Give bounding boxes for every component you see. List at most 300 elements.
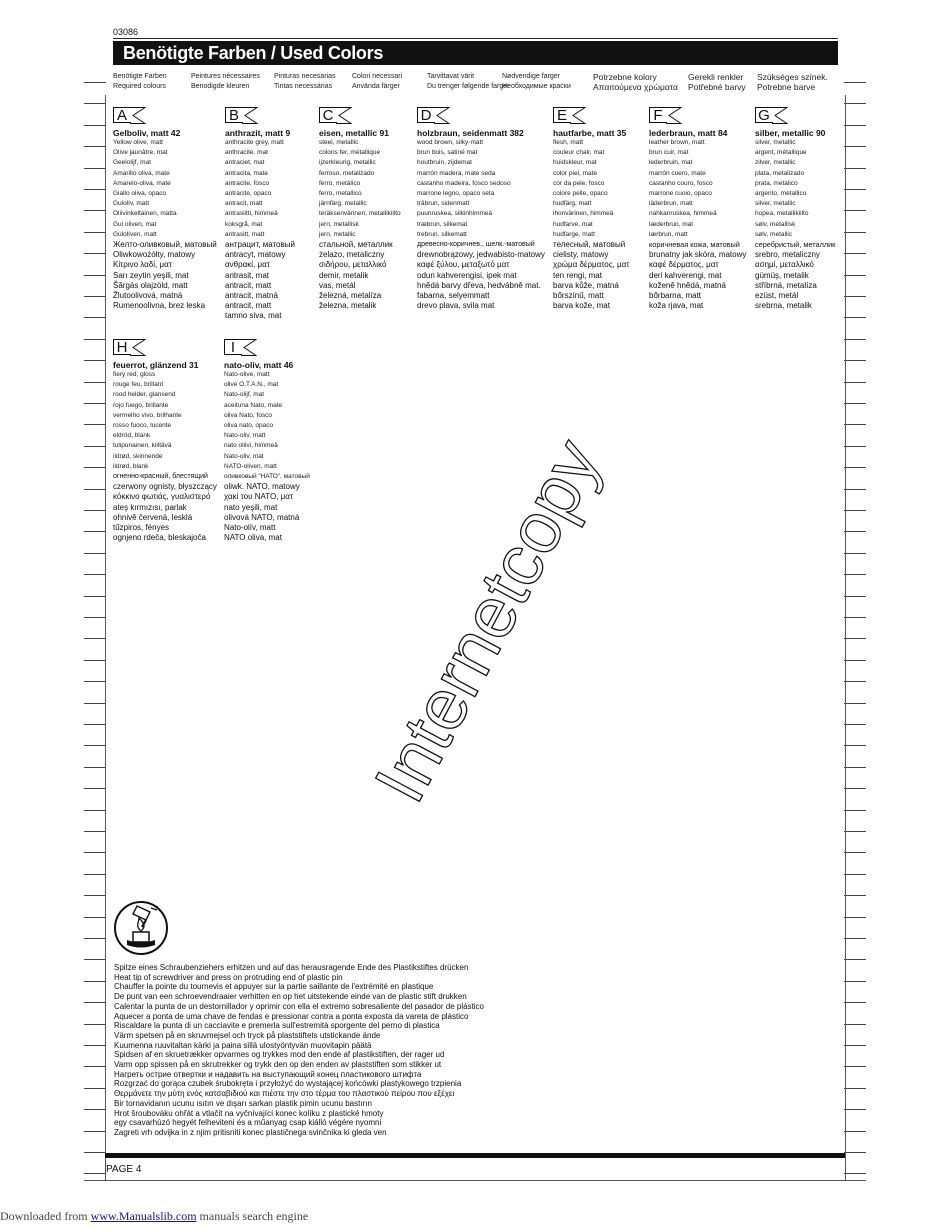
color-translation: trebrun, silkematt — [417, 230, 467, 238]
instruction-line: Varm opp spissen på en skrutrekker og trykk den op den enden av plaststiften som stikker ut — [114, 1060, 442, 1070]
color-translation: oliva Nato, fosco — [224, 411, 273, 419]
color-translation: srebro, metaliczny — [755, 250, 820, 260]
color-translation: Nato-olijf, mat — [224, 391, 265, 399]
color-translation: flesh, matt — [553, 139, 583, 146]
margin-tick — [84, 553, 106, 554]
color-translation: puunruskea, silkinhimmeä — [417, 210, 493, 218]
color-translation: χακί του NATO, ματ — [224, 492, 294, 502]
color-translation: železná, metalíza — [319, 291, 382, 301]
color-translation: marrone cuoio, opaco — [649, 190, 712, 198]
color-translation: träbrun, sidenmatt — [417, 200, 470, 208]
color-block-h — [113, 339, 217, 543]
color-translation: argent, métallique — [755, 149, 807, 157]
color-translation: fabarna, selyemmatt — [417, 291, 490, 301]
language-label: Απαιτούμενα χρώματα — [593, 82, 678, 92]
color-translation: antracit, matt — [225, 200, 263, 208]
color-translation: antrasiitti, himmeä — [225, 210, 278, 218]
color-translation: anthracite, mat — [225, 149, 268, 157]
margin-tick — [84, 446, 106, 447]
internetcopy-watermark: Internetcopy — [359, 427, 617, 815]
margin-tick — [844, 745, 866, 746]
footer-rule — [84, 1180, 866, 1181]
margin-tick — [844, 1173, 866, 1174]
color-translation: lærbrun, matt — [649, 230, 688, 238]
color-translation: marrón madera, mate seda — [417, 169, 496, 177]
color-translation: Žlutoolivová, matná — [113, 291, 183, 301]
margin-tick — [844, 852, 866, 853]
color-translation: argento, metallico — [755, 190, 807, 198]
color-translation: телесный, матовый — [553, 240, 626, 250]
margin-tick — [844, 1045, 866, 1046]
color-block-c — [319, 107, 401, 311]
color-translation: wood brown, silky-matt — [417, 139, 484, 146]
language-label: Potrzebne kolory — [593, 72, 657, 82]
margin-tick — [844, 510, 866, 511]
color-translation: deri kahverengi, mat — [649, 270, 722, 280]
language-label: Nødvendige farger — [502, 73, 560, 80]
color-translation: σιδήρου, μεταλλικό — [319, 260, 387, 270]
language-column — [502, 72, 571, 92]
language-column — [593, 72, 678, 92]
color-translation: Κίτρινο λαδί, ματ — [113, 260, 172, 270]
color-translation: coloris fer, métallique — [319, 149, 381, 157]
margin-tick — [84, 895, 106, 896]
color-translation: antracyt, matowy — [225, 250, 286, 260]
color-translation: hudfarge, matt — [553, 230, 595, 238]
language-label: Benodigde kleuren — [191, 83, 250, 90]
margin-tick — [844, 874, 866, 875]
footer-bar — [105, 1153, 845, 1158]
margin-tick — [844, 959, 866, 960]
margin-tick — [84, 574, 106, 575]
color-block-d — [417, 107, 545, 311]
color-translation: silver, metallic — [755, 139, 796, 146]
margin-tick — [84, 660, 106, 661]
color-translation: rouge feu, brillant — [113, 381, 164, 389]
left-margin-ticks — [84, 60, 106, 1190]
instruction-line: Riscaldare la punta di un cacciavite e premerla sull'estremità sporgente del perno di plastica — [114, 1021, 440, 1031]
margin-tick — [84, 745, 106, 746]
color-name: hautfarbe, matt 35 — [553, 128, 627, 138]
margin-tick — [844, 895, 866, 896]
color-translation: vas, metál — [319, 280, 356, 290]
color-translation: koženě hnědá, matná — [649, 280, 726, 290]
color-translation: marrón cuero, mate — [649, 169, 706, 177]
color-translation: ognjeno rdeča, bleskajoča — [113, 533, 206, 543]
color-letter-tag: C — [319, 107, 351, 124]
color-translation: καφέ ξύλου, μεταξωτό ματ — [417, 260, 510, 270]
margin-tick — [84, 1002, 106, 1003]
right-margin-line — [845, 95, 846, 1180]
language-column — [427, 72, 510, 92]
color-translation: jern, metallisk — [319, 220, 359, 228]
margin-tick — [84, 467, 106, 468]
margin-tick — [844, 253, 866, 254]
color-translation: hudfarve, mat — [553, 220, 593, 228]
color-translation: koža rjava, mat — [649, 301, 704, 311]
language-column — [191, 72, 260, 92]
margin-tick — [844, 403, 866, 404]
margin-tick — [844, 531, 866, 532]
margin-tick — [84, 317, 106, 318]
color-translation: antracit, matt — [225, 301, 272, 311]
color-translation: коричневая кожа, матовый — [649, 240, 740, 250]
color-translation: brun bois, satiné mat — [417, 149, 478, 157]
margin-tick — [844, 767, 866, 768]
left-margin-line — [105, 95, 106, 1180]
color-translation: hudfärg, matt — [553, 200, 592, 208]
margin-tick — [84, 168, 106, 169]
color-translation: antrasitt, matt — [225, 230, 265, 238]
color-translation: bőrbarna, matt — [649, 291, 702, 301]
margin-tick — [844, 1131, 866, 1132]
language-label: Använda färger — [352, 83, 400, 90]
color-translation: ihonvärinen, himmeä — [553, 210, 614, 218]
margin-tick — [84, 1088, 106, 1089]
color-translation: nato oliivi, himmeä — [224, 442, 278, 450]
color-translation: Sarı zeytin yeşili, mat — [113, 270, 189, 280]
margin-tick — [844, 681, 866, 682]
language-label: Pinturas necesarias — [274, 73, 336, 80]
language-label: Required colours — [113, 83, 166, 90]
color-letter-tag: G — [755, 107, 787, 124]
color-translation: stříbrná, metalíza — [755, 280, 817, 290]
color-translation: colore pelle, opaco — [553, 190, 608, 198]
language-column — [352, 72, 402, 92]
color-translation: prata, metálico — [755, 179, 798, 187]
page-number: PAGE 4 — [106, 1164, 142, 1175]
language-label: Du trenger følgende farger — [427, 83, 510, 90]
color-translation: ferro, metallico — [319, 190, 362, 198]
color-translation: tűzpiros, fényes — [113, 523, 170, 533]
color-translation: sølv, metallisk — [755, 220, 796, 228]
color-translation: anthracite grey, matt — [225, 139, 284, 146]
margin-tick — [84, 1173, 106, 1174]
margin-tick — [84, 788, 106, 789]
margin-tick — [844, 981, 866, 982]
color-translation: Amarelo-oliva, mate — [113, 179, 171, 187]
language-label: Peintures nécessaires — [191, 73, 260, 80]
language-column — [274, 72, 335, 92]
color-translation: leather brown, matt — [649, 139, 705, 146]
margin-tick — [844, 489, 866, 490]
margin-tick — [84, 810, 106, 811]
margin-tick — [84, 382, 106, 383]
color-translation: castanho couro, fosco — [649, 179, 713, 187]
color-translation: couleur chair, mat — [553, 149, 605, 157]
margin-tick — [844, 360, 866, 361]
margin-tick — [84, 638, 106, 639]
language-label: Potřebné barvy — [688, 82, 746, 92]
color-translation: Rumenoolivna, brez leska — [113, 301, 206, 311]
language-column — [757, 72, 828, 92]
margin-tick — [844, 938, 866, 939]
instruction-line: Kuumenna ruuvitaltan kärki ja paina sillä ulostyöntyvän muovitapin päätä — [114, 1040, 372, 1050]
margin-tick — [844, 788, 866, 789]
color-name: lederbraun, matt 84 — [649, 128, 728, 138]
color-translation: hopea, metallikiilto — [755, 210, 809, 218]
color-translation: eldröd, blank — [113, 432, 151, 440]
margin-tick — [84, 424, 106, 425]
color-translation: rood helder, glansend — [113, 391, 176, 399]
color-letter-tag: E — [553, 107, 585, 124]
margin-tick — [844, 103, 866, 104]
color-translation: teräksenvärinen, metallikiilto — [319, 210, 401, 218]
margin-tick — [84, 232, 106, 233]
color-translation: olivová NATO, matná — [224, 512, 300, 522]
color-translation: Šărgás olajzöld, matt — [113, 280, 188, 290]
margin-tick — [84, 210, 106, 211]
color-translation: ασημί, μεταλλικό — [755, 260, 814, 270]
margin-tick — [844, 424, 866, 425]
color-translation: ateş kırmızısı, parlak — [113, 502, 187, 512]
color-translation: Geelolijf, mat — [113, 159, 151, 167]
color-translation: aceituna Nato, mate — [224, 401, 283, 409]
color-translation: olive O.T.A.N., mat — [224, 381, 279, 389]
color-translation: антрацит, матовый — [225, 240, 295, 250]
color-translation: brun cuir, mat — [649, 149, 689, 157]
color-translation: läderbrun, matt — [649, 200, 693, 208]
color-translation: καφέ δέρματος, ματ — [649, 260, 719, 270]
color-translation: Gul oliven, mat — [113, 220, 157, 228]
color-translation: Oliwkowożółty, matowy — [113, 250, 196, 260]
color-translation: Olive jaunâtre, mat — [113, 149, 168, 157]
color-name: holzbraun, seidenmatt 382 — [417, 128, 524, 138]
color-name: nato-oliv, matt 46 — [224, 360, 294, 370]
color-translation: antracit, matt — [225, 280, 272, 290]
color-translation: træbrun, silkemat — [417, 220, 468, 228]
color-translation: nato yeşili, mat — [224, 502, 278, 512]
language-label: Potrebne barve — [757, 82, 816, 92]
color-name: eisen, metallic 91 — [319, 128, 389, 138]
color-translation: brunatny jak skóra, matowy — [649, 250, 747, 260]
margin-tick — [844, 1088, 866, 1089]
color-translation: fiery red, gloss — [113, 371, 156, 378]
color-translation: barva kože, mat — [553, 301, 610, 311]
margin-tick — [844, 1002, 866, 1003]
color-translation: houtbruin, zijdemat — [417, 159, 472, 167]
margin-tick — [84, 617, 106, 618]
instruction-line: Spitze eines Schraubenziehers erhitzen und auf das herausragende Ende des Plastikstiftes drücken — [114, 963, 469, 972]
color-translation: koksgrå, mat — [225, 220, 263, 228]
color-translation: żelazo, metaliczny — [319, 250, 385, 260]
color-translation: ferro, metálico — [319, 179, 361, 187]
margin-tick — [844, 467, 866, 468]
margin-tick — [844, 189, 866, 190]
color-translation: оливковый “НАТО”, матовый — [224, 473, 310, 481]
color-translation: hnědá barvy dřeva, hedvábně mat. — [417, 280, 541, 290]
margin-tick — [844, 596, 866, 597]
right-margin-ticks — [844, 60, 866, 1190]
instruction-line: Spidsen af en skruetrækker opvarmes og trykkes mod den ende af plastikstiften, der rager ud — [114, 1050, 445, 1060]
margin-tick — [84, 146, 106, 147]
color-translation: barva kůže, matná — [553, 280, 619, 290]
margin-tick — [844, 917, 866, 918]
margin-tick — [84, 767, 106, 768]
language-column — [113, 72, 167, 92]
margin-tick — [84, 489, 106, 490]
instruction-line: De punt van een schroevendraaier verhitten en op het uitstekende einde van de plastic stift drukken — [114, 992, 467, 1002]
color-translation: Желто-оливковый, матовый — [113, 240, 217, 250]
color-translation: drevo plava, svila mat — [417, 301, 495, 311]
margin-tick — [84, 1109, 106, 1110]
color-translation: jern, metallic — [319, 230, 356, 238]
margin-tick — [84, 917, 106, 918]
color-translation: ezüst, metál — [755, 291, 799, 301]
margin-tick — [84, 1152, 106, 1153]
margin-tick — [84, 275, 106, 276]
color-translation: rojo fuego, brillante — [113, 401, 169, 409]
margin-tick — [84, 852, 106, 853]
color-name: feuerrot, glänzend 31 — [113, 360, 199, 370]
language-label: Szükséges színek. — [757, 72, 828, 82]
instruction-line: Bir tornavidanın ucunu ısıtın ve dışarı sarkan plastik pimin ucunu bastırın — [114, 1098, 372, 1108]
margin-tick — [84, 938, 106, 939]
heated-screwdriver-icon — [113, 900, 169, 956]
color-translation: ανθρακί, ματ — [225, 260, 270, 270]
color-letter-tag: F — [649, 107, 681, 124]
color-translation: plata, metalizado — [755, 169, 805, 177]
color-translation: Oliivinkeltainen, mattа — [113, 210, 177, 218]
color-letter-tag: I — [224, 339, 256, 356]
margin-tick — [84, 403, 106, 404]
margin-tick — [844, 210, 866, 211]
color-translation: ijzerkleurig, metallic — [319, 159, 376, 167]
margin-tick — [844, 553, 866, 554]
color-translation: antraciet, mat — [225, 159, 265, 167]
color-translation: sølv, metallic — [755, 230, 793, 238]
color-translation: tulipunainen, kiiltävä — [113, 442, 172, 450]
color-translation: steel, metallic — [319, 139, 359, 146]
margin-tick — [84, 82, 106, 83]
margin-tick — [844, 617, 866, 618]
color-translation: cielisty, matowy — [553, 250, 609, 260]
instruction-line: Rozgrzać do gorąca czubek śrubokręta i przyłożyć do wystającej końcówki plastykowego trzpienia — [114, 1079, 462, 1089]
color-translation: NATO oliva, mat — [224, 533, 282, 543]
margin-tick — [844, 146, 866, 147]
color-block-b — [225, 107, 295, 322]
margin-tick — [84, 1066, 106, 1067]
margin-tick — [844, 446, 866, 447]
margin-tick — [84, 1131, 106, 1132]
language-label: Tintas necessárias — [274, 83, 333, 90]
color-translation: ohnivě červená, lesklá — [113, 512, 193, 522]
color-translation: gümüş, metalik — [755, 270, 809, 280]
color-translation: κόκκινο φωτιάς, γυαλιστερό — [113, 492, 211, 502]
color-translation: огненно-красный, блестящий — [113, 473, 208, 481]
color-letter-tag: H — [113, 339, 145, 356]
margin-tick — [84, 703, 106, 704]
color-block-g — [755, 107, 835, 311]
language-label: Gerekli renkler — [688, 72, 744, 82]
margin-tick — [844, 168, 866, 169]
color-block-i — [224, 339, 310, 543]
color-translation: antracit, matná — [225, 291, 278, 301]
margin-tick — [84, 103, 106, 104]
color-translation: древесно-коричнев., шелк.-матовый — [417, 241, 535, 249]
color-block-a — [113, 107, 217, 311]
color-translation: ildrød, blank — [113, 462, 149, 470]
margin-tick — [84, 189, 106, 190]
margin-tick — [84, 510, 106, 511]
color-name: silber, metallic 90 — [755, 128, 826, 138]
color-translation: ten rengi, mat — [553, 270, 602, 280]
margin-tick — [84, 596, 106, 597]
color-translation: czerwony ognisty, błyszczący — [113, 482, 217, 492]
language-label: Benötigte Farben — [113, 73, 167, 80]
margin-tick — [844, 125, 866, 126]
color-translation: color piel, mate — [553, 169, 598, 177]
color-translation: bőrszínű, matt — [553, 291, 604, 301]
margin-tick — [84, 981, 106, 982]
margin-tick — [844, 296, 866, 297]
color-translation: серебристый, металлик — [755, 240, 836, 250]
color-translation: Giallo oliva, opaco — [113, 190, 167, 198]
margin-tick — [844, 831, 866, 832]
color-translation: ferroso, metalizado — [319, 169, 375, 177]
margin-tick — [844, 382, 866, 383]
margin-tick — [844, 724, 866, 725]
margin-tick — [84, 360, 106, 361]
instruction-line: Θερμάνετε την μύτη ενός κατσαβιδιού και πιέστε την στο τέρμα του πλαστικού πείρου που εξέχει — [114, 1089, 455, 1099]
margin-tick — [84, 874, 106, 875]
color-translation: rosso fuoco, lucente — [113, 422, 172, 430]
manualslib-link[interactable]: www.Manualslib.com — [90, 1209, 197, 1223]
color-translation: oliwk. NATO, matowy — [224, 482, 300, 492]
color-translation: læderbrun, mat — [649, 220, 694, 228]
color-translation: NATO-oliven, matt — [224, 462, 277, 470]
margin-tick — [84, 125, 106, 126]
margin-tick — [84, 296, 106, 297]
margin-tick — [844, 275, 866, 276]
color-block-e — [553, 107, 629, 311]
margin-tick — [844, 1152, 866, 1153]
margin-tick — [844, 317, 866, 318]
color-translation: Amarillo oliva, mate — [113, 169, 170, 177]
instruction-line: Zagreti vrh odvijka in z njim pritisniti konec plastičnega svinčnika ki gleda ven — [114, 1127, 387, 1137]
color-translation: demir, metalik — [319, 270, 369, 280]
instruction-line: Chauffer la pointe du tournevis et appuyer sur la partie saillante de l'extrémité en plastique — [114, 982, 434, 992]
color-translation: Nato-oliv, matt — [224, 432, 266, 440]
color-translation: castanho madeira, fosco sedoso — [417, 179, 511, 187]
margin-tick — [844, 660, 866, 661]
document-number: 03086 — [113, 27, 139, 37]
color-translation: marrone legno, opaco seta — [417, 190, 495, 198]
margin-tick — [84, 531, 106, 532]
margin-tick — [844, 574, 866, 575]
color-translation: Nato-olív, matt — [224, 523, 276, 533]
top-rule — [113, 38, 838, 39]
color-translation: χρώμα δέρματος, ματ — [553, 260, 630, 270]
color-translation: srebrna, metalik — [755, 301, 812, 311]
color-name: anthrazit, matt 9 — [225, 128, 291, 138]
margin-tick — [844, 638, 866, 639]
margin-tick — [84, 1045, 106, 1046]
margin-tick — [84, 1024, 106, 1025]
color-block-f — [649, 107, 746, 311]
color-translation: ildrød, skinnende — [113, 452, 163, 460]
page-title: Benötigte Farben / Used Colors — [113, 41, 838, 65]
color-translation: antrasit, mat — [225, 270, 270, 280]
instruction-line: Нагреть острие отвертки и надавить на выступающий конец пластикового штифта — [114, 1069, 422, 1079]
margin-tick — [84, 681, 106, 682]
color-translation: antracita, mate — [225, 169, 268, 177]
instruction-line: Heat tip of screwdriver and press on protruding end of plastic pin — [114, 972, 343, 982]
color-name: Gelboliv, matt 42 — [113, 128, 181, 138]
color-translation: huidskleur, mat — [553, 159, 597, 167]
margin-tick — [844, 1024, 866, 1025]
color-letter-tag: D — [417, 107, 449, 124]
